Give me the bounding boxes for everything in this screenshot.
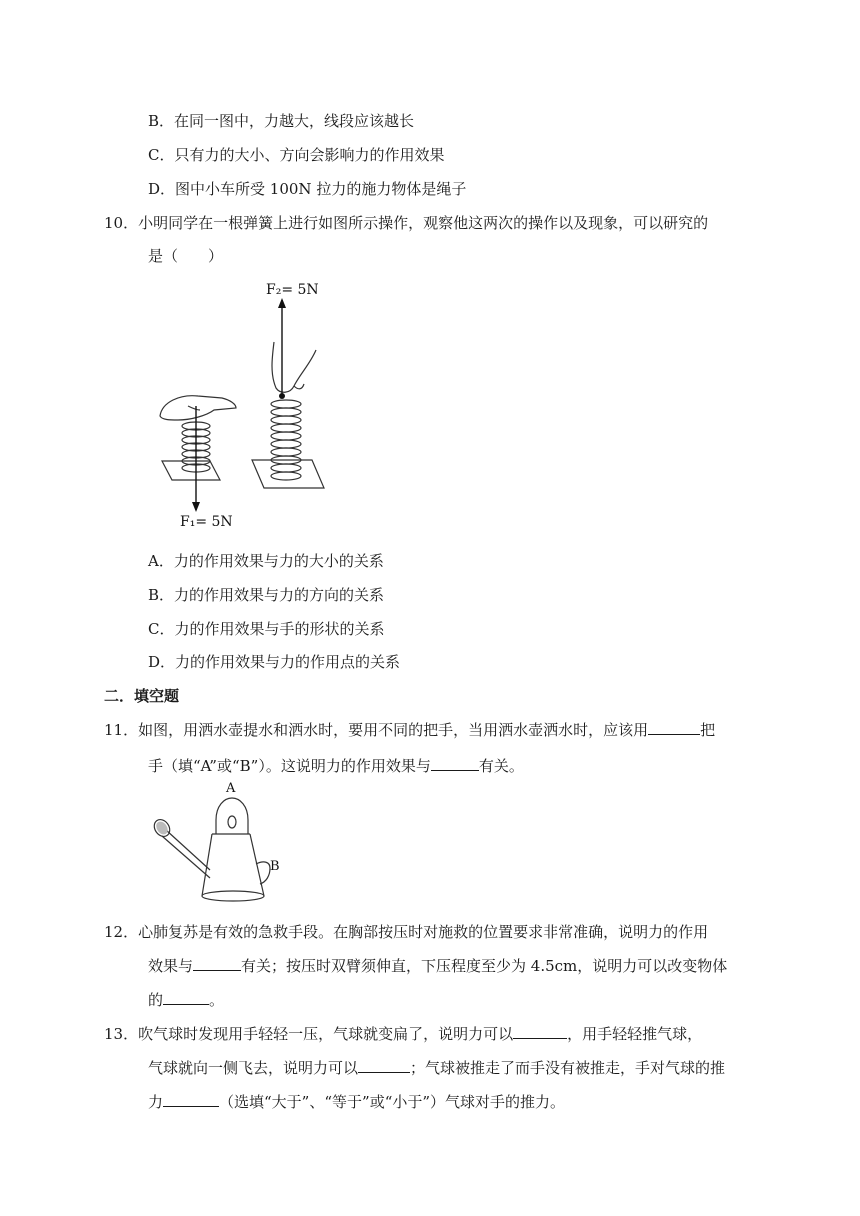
q11-line2 [148, 756, 524, 776]
q12-line2-text-b: 有关；按压时双臂须伸直，下压程度至少为 4.5cm，说明力可以改变物体 [241, 957, 728, 975]
q12-line2-text-a: 效果与 [148, 957, 194, 975]
q13-line1-text-b: ，用手轻轻推气球， [567, 1025, 703, 1043]
q10-stem-line1: 10．小明同学在一根弹簧上进行如图所示操作，观察他这两次的操作以及现象，可以研究的 [104, 214, 709, 232]
label-a: A [226, 781, 236, 796]
q11-line2-text-a: 手（填“A”或“B”）。这说明力的作用效果与 [148, 757, 431, 775]
q12-line3-text-b: 。 [209, 991, 225, 1009]
q13-blank-3[interactable] [163, 1092, 219, 1107]
q13-line3 [148, 1092, 565, 1112]
q13-line1 [104, 1024, 702, 1044]
q12-line3 [148, 990, 224, 1010]
q13-line2-text-a: 气球就向一侧飞去，说明力可以 [148, 1059, 359, 1077]
q12-line1: 12．心肺复苏是有效的急救手段。在胸部按压时对施救的位置要求非常准确，说明力的作用 [104, 923, 709, 941]
q13-line1-text-a: 13．吹气球时发现用手轻轻一压，气球就变扁了，说明力可以 [104, 1025, 514, 1043]
compressed-spring [160, 396, 236, 480]
q11-line1-text-b: 把 [700, 721, 716, 739]
q12-line2 [148, 956, 727, 976]
q10-option-d: D．力的作用效果与力的作用点的关系 [148, 653, 401, 671]
q9-option-c: C．只有力的大小、方向会影响力的作用效果 [148, 146, 445, 164]
q10-option-a: A．力的作用效果与力的大小的关系 [148, 552, 384, 570]
q9-option-d: D．图中小车所受 100N 拉力的施力物体是绳子 [148, 180, 467, 198]
q11-blank-2[interactable] [431, 756, 479, 771]
handle-b [256, 862, 270, 884]
q10-option-c: C．力的作用效果与手的形状的关系 [148, 620, 385, 638]
q13-blank-1[interactable] [513, 1024, 567, 1039]
q13-line2 [148, 1058, 725, 1078]
spout [162, 830, 210, 878]
q13-blank-2[interactable] [358, 1058, 410, 1073]
section-title: 二．填空题 [104, 687, 180, 705]
q9-option-b: B．在同一图中，力越大，线段应该越长 [148, 112, 415, 130]
q10-option-b: B．力的作用效果与力的方向的关系 [148, 586, 385, 604]
q12-line3-text-a: 的 [148, 991, 164, 1009]
q11-line1 [104, 720, 715, 740]
q11-line1-text-a: 11．如图，用洒水壶提水和洒水时，要用不同的把手，当用洒水壶洒水时，应该用 [104, 721, 649, 739]
left-hand [160, 396, 236, 420]
label-b: B [270, 859, 280, 874]
q11-line2-text-b: 有关。 [478, 757, 524, 775]
spout-head-icon [154, 819, 170, 836]
q13-line2-text-b: ；气球被推走了而手没有被推走，手对气球的推 [410, 1059, 726, 1077]
right-hand [272, 342, 316, 392]
q12-blank-1[interactable] [193, 956, 241, 971]
f2-label: F₂= 5N [266, 282, 319, 298]
stretched-spring [252, 342, 324, 488]
can-body [202, 834, 264, 896]
f1-label: F₁= 5N [180, 514, 233, 530]
spring-force-figure [150, 278, 350, 530]
q13-line3-text-b: （选填“大于”、“等于”或“小于”）气球对手的推力。 [219, 1093, 566, 1111]
q12-blank-2[interactable] [163, 990, 209, 1005]
q13-line3-text-a: 力 [148, 1093, 164, 1111]
watering-can-figure [146, 778, 286, 908]
q11-blank-1[interactable] [648, 720, 700, 735]
q10-stem-line2: 是（ ） [148, 247, 224, 265]
